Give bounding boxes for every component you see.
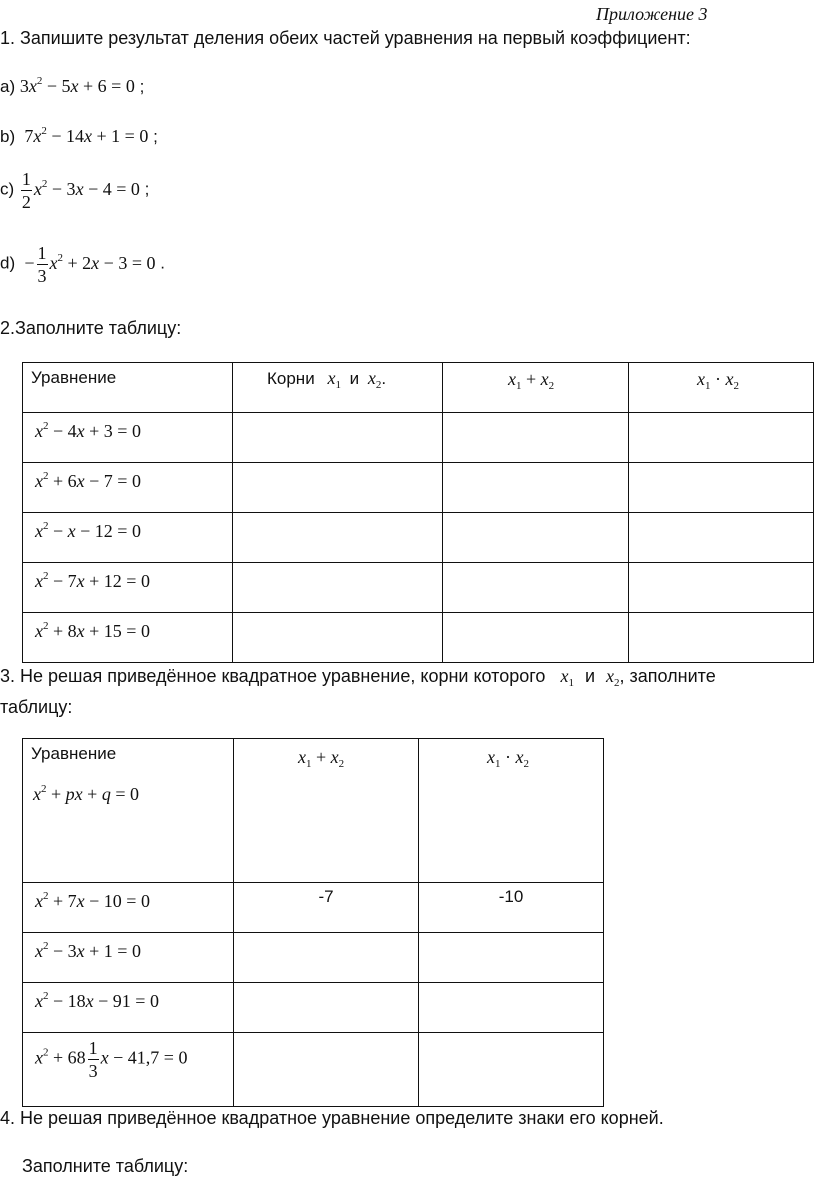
appendix-label: Приложение 3 bbox=[596, 4, 708, 24]
item-label: c) bbox=[0, 179, 15, 199]
row-equation: $x^2 - 3x + 1 = 0$ bbox=[35, 940, 141, 961]
item-label: a) bbox=[0, 77, 16, 96]
roots-cell[interactable] bbox=[233, 413, 443, 463]
task3-table bbox=[22, 738, 604, 1107]
task2-table bbox=[22, 362, 814, 663]
item-separator: ; bbox=[153, 127, 158, 146]
task2-title: 2.Заполните таблицу: bbox=[0, 318, 182, 338]
sum-cell[interactable] bbox=[443, 463, 629, 513]
roots-cell[interactable] bbox=[233, 613, 443, 663]
item-label: d) bbox=[0, 253, 16, 273]
header-sum: $x_1 + x_2$ bbox=[443, 363, 629, 413]
item-separator: ; bbox=[144, 179, 150, 199]
header-equation: Уравнение bbox=[23, 363, 233, 413]
row-equation: $x^2 + 68$ $\frac{1}{3}$ x − 41,7 = 0 bbox=[35, 1038, 188, 1081]
product-cell[interactable] bbox=[629, 413, 814, 463]
roots-cell[interactable] bbox=[233, 463, 443, 513]
equation-b: $7x^2 - 14x + 1 = 0$ bbox=[19, 125, 149, 146]
sum-cell[interactable] bbox=[443, 513, 629, 563]
roots-cell[interactable] bbox=[233, 513, 443, 563]
row-equation: $x^2 + 7x - 10 = 0$ bbox=[35, 890, 150, 911]
table-row bbox=[23, 933, 604, 983]
item-separator: . bbox=[160, 253, 165, 273]
sum-cell[interactable] bbox=[234, 983, 419, 1033]
header-sum: $x_1 + x_2$ bbox=[234, 739, 419, 883]
table-row bbox=[23, 983, 604, 1033]
equation-d: − $\frac{1}{3}$ $x^2 + 2x - 3 = 0$ bbox=[19, 243, 156, 286]
item-separator: ; bbox=[139, 77, 145, 96]
row-equation: $x^2 - 7x + 12 = 0$ bbox=[35, 570, 150, 591]
header-product: $x_1 \cdot x_2$ bbox=[419, 739, 604, 883]
task3-title: 3. Не решая приведённое квадратное уравнение, корни которого $x_1$ и $x_2$, заполните bbox=[0, 666, 716, 689]
sum-cell[interactable] bbox=[443, 563, 629, 613]
roots-cell[interactable] bbox=[233, 563, 443, 613]
task1-title: 1. Запишите результат деления обеих частей уравнения на первый коэффициент: bbox=[0, 28, 691, 48]
table-row bbox=[23, 1033, 604, 1107]
task3-title-line2: таблицу: bbox=[0, 697, 73, 717]
table-row bbox=[23, 413, 814, 463]
task4-title: 4. Не решая приведённое квадратное уравнение определите знаки его корней. bbox=[0, 1108, 664, 1128]
sum-cell[interactable] bbox=[443, 613, 629, 663]
row-equation: $x^2 - x - 12 = 0$ bbox=[35, 520, 141, 541]
row-equation: $x^2 - 4x + 3 = 0$ bbox=[35, 420, 141, 441]
row-equation: $x^2 + 6x - 7 = 0$ bbox=[35, 470, 141, 491]
product-cell[interactable] bbox=[629, 463, 814, 513]
table-row bbox=[23, 883, 604, 933]
product-cell[interactable] bbox=[629, 513, 814, 563]
task4-subtitle: Заполните таблицу: bbox=[22, 1156, 189, 1176]
product-cell[interactable] bbox=[419, 983, 604, 1033]
row-equation: $x^2 - 18x - 91 = 0$ bbox=[35, 990, 159, 1011]
sum-cell[interactable]: -7 bbox=[234, 883, 419, 933]
task1-item-d bbox=[0, 242, 165, 287]
item-label: b) bbox=[0, 127, 16, 146]
table-row bbox=[23, 613, 814, 663]
sum-cell[interactable] bbox=[443, 413, 629, 463]
task1-item-b bbox=[0, 126, 158, 147]
header-roots: Корни $x_1$ и $x_2$. bbox=[233, 363, 443, 413]
sum-cell[interactable] bbox=[234, 933, 419, 983]
product-cell[interactable] bbox=[629, 563, 814, 613]
equation-a: $3x^2 - 5x + 6 = 0$ bbox=[19, 75, 135, 96]
equation-c: $\frac{1}{2}$ $x^2 - 3x - 4 = 0$ bbox=[21, 169, 140, 212]
header-equation: Уравнение $x^2$ + px + q = 0 bbox=[23, 739, 234, 883]
table-row bbox=[23, 513, 814, 563]
table-row bbox=[23, 563, 814, 613]
table-row bbox=[23, 463, 814, 513]
header-product: $x_1 \cdot x_2$ bbox=[629, 363, 814, 413]
product-cell[interactable] bbox=[629, 613, 814, 663]
task1-item-a bbox=[0, 76, 144, 97]
sum-cell[interactable] bbox=[234, 1033, 419, 1107]
product-cell[interactable] bbox=[419, 1033, 604, 1107]
product-cell[interactable]: -10 bbox=[419, 883, 604, 933]
task1-item-c bbox=[0, 168, 149, 213]
product-cell[interactable] bbox=[419, 933, 604, 983]
row-equation: $x^2 + 8x + 15 = 0$ bbox=[35, 620, 150, 641]
